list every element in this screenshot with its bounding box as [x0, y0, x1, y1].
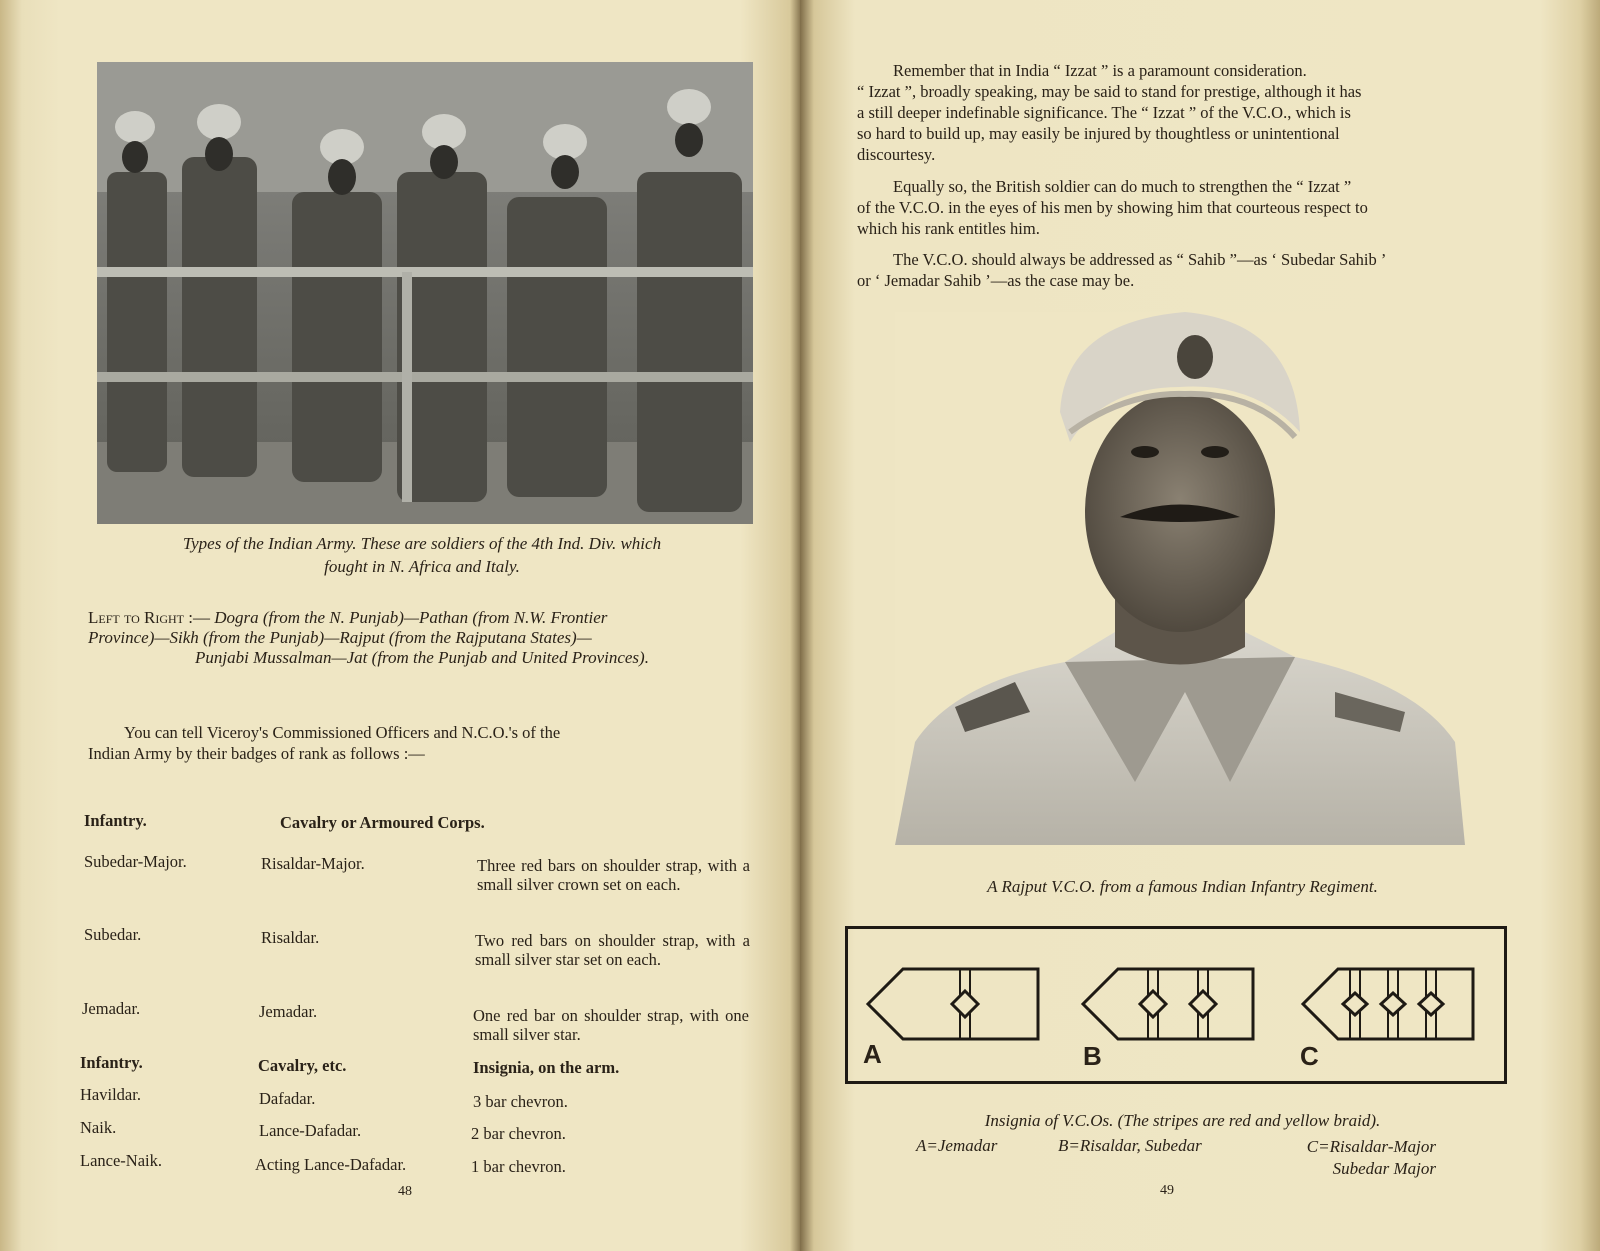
- table2-infantry-cell: Naik.: [80, 1118, 117, 1137]
- table1-cavalry-cell: Risaldar.: [261, 928, 320, 947]
- table1-infantry-cell: Subedar.: [84, 925, 142, 944]
- insignia-label-c: C: [1300, 1041, 1319, 1071]
- names-lead: Left to Right :—: [88, 608, 210, 627]
- table1-badge-cell: One red bar on shoulder strap, with one small silver star.: [473, 1006, 749, 1044]
- paragraph-line: of the V.C.O. in the eyes of his men by showing him that courteous respect to: [857, 198, 1368, 217]
- intro-line: Indian Army by their badges of rank as follows :—: [88, 744, 425, 763]
- table2-cavalry-cell: Lance-Dafadar.: [259, 1121, 362, 1140]
- names-line: Punjabi Mussalman—Jat (from the Punjab and United Provinces).: [195, 648, 649, 667]
- insignia-label-b: B: [1083, 1041, 1102, 1071]
- table2-insignia-cell: 2 bar chevron.: [471, 1124, 566, 1143]
- table2-infantry-cell: Havildar.: [80, 1085, 141, 1104]
- table2-cavalry-cell: Acting Lance-Dafadar.: [255, 1155, 407, 1174]
- table1-header-cavalry: Cavalry or Armoured Corps.: [280, 813, 485, 832]
- portrait-caption: A Rajput V.C.O. from a famous Indian Infantry Regiment.: [987, 877, 1378, 896]
- insignia-label-a: A: [863, 1039, 882, 1069]
- paragraph-line: Remember that in India “ Izzat ” is a paramount consideration.: [893, 61, 1307, 80]
- paragraph-line: “ Izzat ”, broadly speaking, may be said to stand for prestige, although it has: [857, 82, 1362, 101]
- paragraph-line: so hard to build up, may easily be injured by thoughtless or unintentional: [857, 124, 1340, 143]
- table1-cavalry-cell: Jemadar.: [259, 1002, 318, 1021]
- paragraph-line: which his rank entitles him.: [857, 219, 1040, 238]
- table1-cavalry-cell: Risaldar-Major.: [261, 854, 365, 873]
- caption-line: fought in N. Africa and Italy.: [324, 557, 520, 576]
- table1-badge-cell: Three red bars on shoulder strap, with a small silver crown set on each.: [477, 856, 750, 894]
- intro-paragraph: [88, 722, 753, 764]
- caption-line: Types of the Indian Army. These are soldiers of the 4th Ind. Div. which: [182, 534, 662, 553]
- soldiers-photo: [97, 62, 753, 524]
- insignia-key-b: B=Risaldar, Subedar: [1058, 1136, 1202, 1155]
- insignia-key-c: [1275, 1136, 1436, 1180]
- table2-header-cavalry: Cavalry, etc.: [258, 1056, 347, 1075]
- insignia-caption: [900, 1110, 1465, 1132]
- rajput-vco-portrait: [895, 312, 1465, 845]
- names-line: Dogra (from the N. Punjab)—Pathan (from N.W. Frontier: [214, 608, 608, 627]
- table2-header-insignia: Insignia, on the arm.: [473, 1058, 620, 1077]
- table2-infantry-cell: Lance-Naik.: [80, 1151, 162, 1170]
- table1-infantry-cell: Jemadar.: [82, 999, 141, 1018]
- paragraph-line: or ‘ Jemadar Sahib ’—as the case may be.: [857, 271, 1135, 290]
- paragraph-line: The V.C.O. should always be addressed as “ Sahib ”—as ‘ Subedar Sahib ’: [893, 250, 1387, 269]
- photo-caption: [88, 532, 756, 578]
- names-line: Province)—Sikh (from the Punjab)—Rajput (from the Rajputana States)—: [88, 628, 592, 647]
- page-number-left: 48: [398, 1184, 412, 1199]
- insignia-diagram: [845, 926, 1507, 1084]
- table2-insignia-cell: 3 bar chevron.: [473, 1092, 568, 1111]
- respect-paragraph: [857, 176, 1519, 239]
- table1-badge-cell: Two red bars on shoulder strap, with a small silver star set on each.: [475, 931, 750, 969]
- paragraph-line: discourtesy.: [857, 145, 936, 164]
- insignia-caption-line: Insignia of V.C.Os. (The stripes are red and yellow braid).: [984, 1111, 1381, 1130]
- paragraph-line: a still deeper indefinable significance. The “ Izzat ” of the V.C.O., which is: [857, 103, 1351, 122]
- table2-cavalry-cell: Dafadar.: [259, 1089, 316, 1108]
- insignia-key-a: A=Jemadar: [916, 1136, 998, 1155]
- izzat-paragraph: [857, 60, 1519, 165]
- table2-header-infantry: Infantry.: [80, 1053, 143, 1072]
- intro-line: You can tell Viceroy's Commissioned Officers and N.C.O.'s of the: [124, 723, 561, 742]
- sahib-paragraph: [857, 249, 1519, 291]
- insignia-key-c-line: Subedar Major: [1332, 1159, 1436, 1178]
- table2-insignia-cell: 1 bar chevron.: [471, 1157, 566, 1176]
- table1-infantry-cell: Subedar-Major.: [84, 852, 187, 871]
- table1-header-infantry: Infantry.: [84, 811, 147, 830]
- page-number-right: 49: [1160, 1183, 1174, 1198]
- names-caption: [88, 608, 756, 668]
- paragraph-line: Equally so, the British soldier can do much to strengthen the “ Izzat ”: [893, 177, 1352, 196]
- insignia-key-c-line: C=Risaldar-Major: [1306, 1137, 1436, 1156]
